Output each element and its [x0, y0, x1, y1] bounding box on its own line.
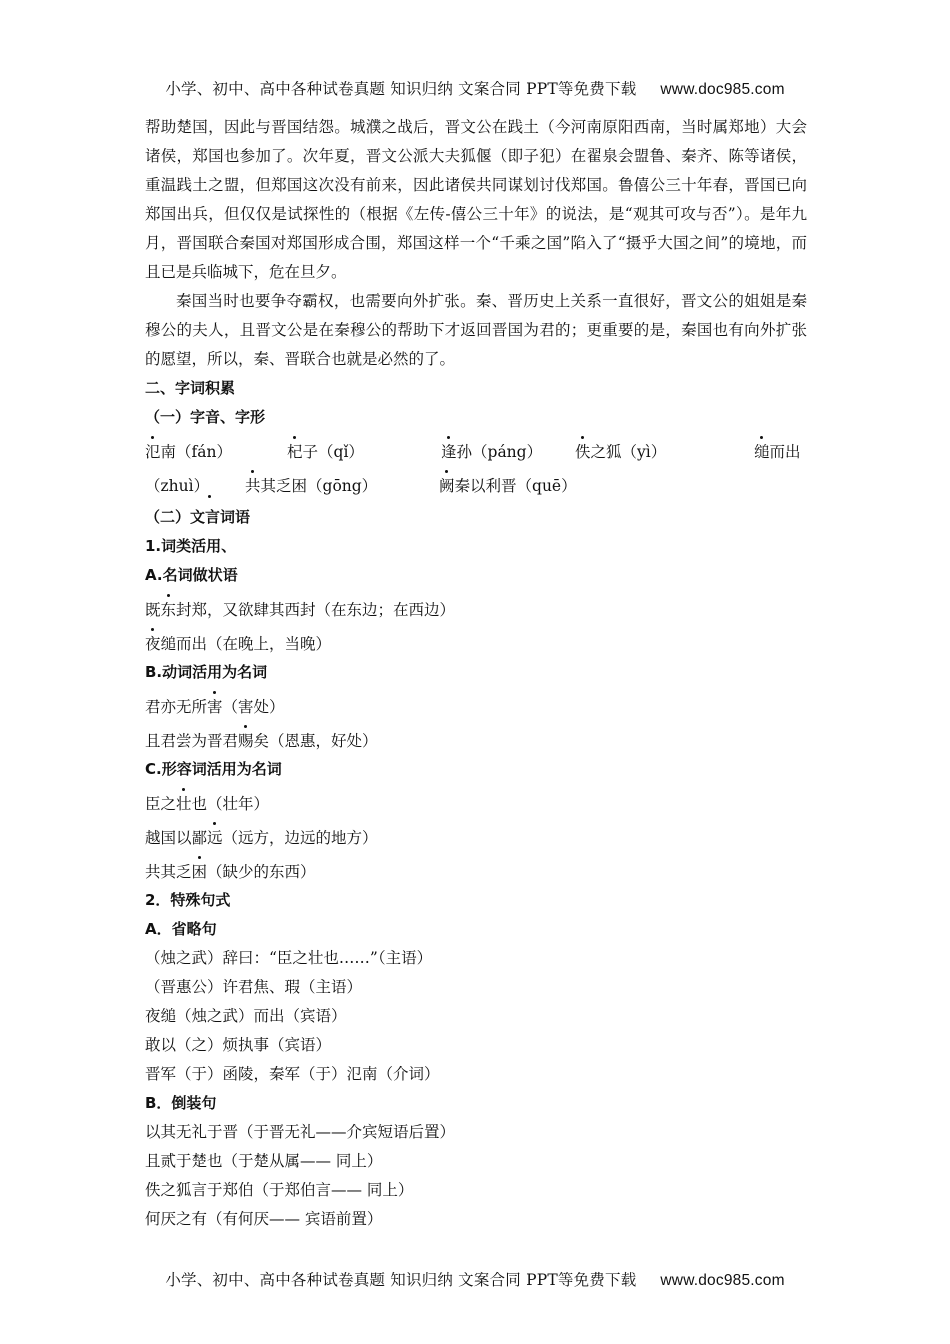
omission-line: 夜缒（烛之武）而出（宾语）: [145, 1007, 347, 1025]
vocab-item: 佚之狐（yì）: [575, 432, 666, 472]
omission-line: 敢以（之）烦执事（宾语）: [145, 1036, 332, 1054]
inversion-line: 且贰于楚也（于楚从属—— 同上）: [145, 1152, 383, 1170]
inversion-line: 佚之狐言于郑伯（于郑伯言—— 同上）: [145, 1181, 414, 1199]
subsection-pronunciation: （一）字音、字形: [145, 408, 266, 426]
intro-paragraph-2: 秦国当时也要争夺霸权，也需要向外扩张。秦、晋历史上关系一直很好，晋文公的姐姐是秦穆公的夫人，且晋文公是在秦穆公的帮助下才返回晋国为君的；更重要的是，秦国也有向外扩张的愿望，所以，秦、晋联合也就是必然的了。: [145, 292, 807, 368]
vocab-item: 杞子（qǐ）: [287, 432, 364, 472]
category-inversion: B．倒装句: [145, 1094, 217, 1112]
vocab-row-1: [145, 432, 807, 466]
inversion-line: 以其无礼于晋（于晋无礼——介宾短语后置）: [145, 1123, 456, 1141]
footer-text: 小学、初中、高中各种试卷真题 知识归纳 文案合同 PPT等免费下载: [165, 1271, 637, 1289]
example-line: 且君尝为晋君赐矣（恩惠，好处）: [145, 721, 807, 755]
category-omission: A．省略句: [145, 920, 217, 938]
subsection-classical-words: （二）文言词语: [145, 508, 251, 526]
vocab-item: 逢孙（páng）: [441, 432, 542, 472]
example-line: 共其乏困（缺少的东西）: [145, 852, 807, 886]
vocab-row-2: [145, 466, 807, 500]
example-line: 君亦无所害（害处）: [145, 687, 807, 721]
page-footer: [0, 1268, 950, 1290]
inversion-line: 何厌之有（有何厌—— 宾语前置）: [145, 1210, 383, 1228]
example-line: 既东封郑，又欲肆其西封（在东边；在西边）: [145, 590, 807, 624]
category-adjective-as-noun: C.形容词活用为名词: [145, 760, 282, 778]
category-special-sentences: 2．特殊句式: [145, 891, 231, 909]
omission-line: （烛之武）辞曰：“臣之壮也……”（主语）: [145, 949, 433, 967]
header-text: 小学、初中、高中各种试卷真题 知识归纳 文案合同 PPT等免费下载: [165, 80, 637, 98]
vocab-item: 缒而出: [754, 432, 801, 472]
vocab-item: 阙秦以利晋（quē）: [439, 466, 577, 506]
section-title: 二、字词积累: [145, 379, 236, 397]
example-line: 夜缒而出（在晚上，当晚）: [145, 624, 807, 658]
vocab-item: （zhuì）: [145, 477, 210, 495]
category-verb-as-noun: B.动词活用为名词: [145, 663, 268, 681]
intro-paragraph-1: 帮助楚国，因此与晋国结怨。城濮之战后，晋文公在践土（今河南原阳西南，当时属郑地）大会诸侯，郑国也参加了。次年夏，晋文公派大夫狐偃（即子犯）在翟泉会盟鲁、秦齐、陈等诸侯，重温践土之盟，但郑国这次没有前来，因此诸侯共同谋划讨伐郑国。鲁僖公三十年春，晋国已向郑国出兵，但仅仅是试探性的（根据《左传-僖公三十年》的说法，是“观其可攻与否”）。是年九月，晋国联合秦国对郑国形成合围，郑国这样一个“千乘之国”陷入了“摄乎大国之间”的境地，而且已是兵临城下，危在旦夕。: [145, 118, 807, 281]
vocab-item: 氾南（fán）: [145, 432, 232, 472]
example-line: 臣之壮也（壮年）: [145, 784, 807, 818]
omission-line: （晋惠公）许君焦、瑕（主语）: [145, 978, 363, 996]
category-noun-as-adverbial: A.名词做状语: [145, 566, 238, 584]
vocab-item: 共其乏困（gōng）: [245, 466, 377, 506]
omission-line: 晋军（于）函陵，秦军（于）氾南（介词）: [145, 1065, 440, 1083]
footer-url[interactable]: www.doc985.com: [660, 1272, 785, 1289]
page-header: [0, 77, 950, 99]
document-body: [145, 113, 807, 1234]
header-url[interactable]: www.doc985.com: [660, 81, 785, 98]
example-line: 越国以鄙远（远方，边远的地方）: [145, 818, 807, 852]
category-part-of-speech: 1.词类活用、: [145, 537, 237, 555]
